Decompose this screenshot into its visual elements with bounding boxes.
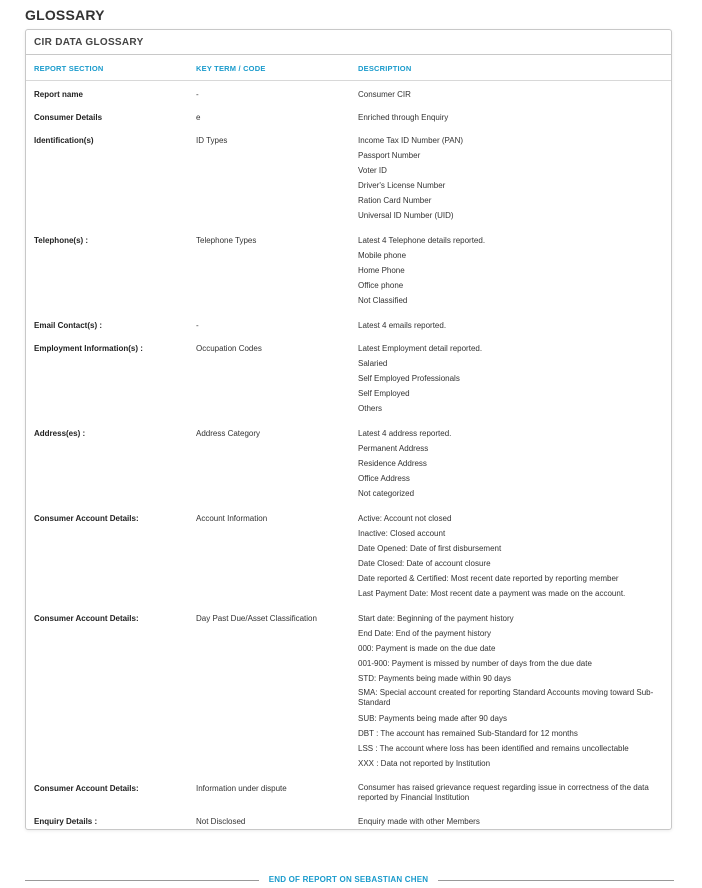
description-line: Income Tax ID Number (PAN) <box>358 136 464 145</box>
key-term-cell: ID Types <box>196 136 228 145</box>
report-section-cell: Employment Information(s) : <box>34 344 143 353</box>
report-section-cell: Email Contact(s) : <box>34 321 103 330</box>
description-line: Voter ID <box>358 166 387 175</box>
description-cell <box>358 781 666 806</box>
report-section-cell: Consumer Account Details: <box>34 514 139 523</box>
description-cell <box>358 426 666 501</box>
report-footer <box>25 874 674 888</box>
report-section-cell: Enquiry Details : <box>34 817 98 826</box>
description-line: 001-900: Payment is missed by number of days from the due date <box>358 659 592 668</box>
description-cell <box>358 233 666 308</box>
description-cell <box>358 87 666 102</box>
footer-divider-left <box>25 880 259 881</box>
key-term-cell: Not Disclosed <box>196 817 246 826</box>
card-title: CIR DATA GLOSSARY <box>26 30 671 55</box>
report-section-cell: Report name <box>34 90 83 99</box>
description-line: Enriched through Enquiry <box>358 113 449 122</box>
description-cell <box>358 318 666 333</box>
report-section-cell: Address(es) : <box>34 429 86 438</box>
description-line: Date Closed: Date of account closure <box>358 559 491 568</box>
description-line: DBT : The account has remained Sub-Standard for 12 months <box>358 729 578 738</box>
description-cell <box>358 341 666 416</box>
description-line: End Date: End of the payment history <box>358 629 491 638</box>
description-cell <box>358 133 666 223</box>
key-term-cell: e <box>196 113 201 122</box>
description-line: Active: Account not closed <box>358 514 452 523</box>
description-line: Consumer has raised grievance request regarding issue in correctness of the data reported by Financial Institution <box>358 783 649 802</box>
description-line: Home Phone <box>358 266 405 275</box>
column-headers <box>26 55 671 81</box>
report-section-cell: Telephone(s) : <box>34 236 89 245</box>
key-term-cell: Address Category <box>196 429 261 438</box>
description-line: XXX : Data not reported by Institution <box>358 759 491 768</box>
description-line: Universal ID Number (UID) <box>358 211 454 220</box>
description-line: STD: Payments being made within 90 days <box>358 674 511 683</box>
description-line: Date reported & Certified: Most recent date reported by reporting member <box>358 574 619 583</box>
description-line: 000: Payment is made on the due date <box>358 644 496 653</box>
description-line: Salaried <box>358 359 388 368</box>
report-section-cell: Identification(s) <box>34 136 94 145</box>
description-line: Inactive: Closed account <box>358 529 446 538</box>
description-line: Residence Address <box>358 459 427 468</box>
key-term-cell: - <box>196 90 199 99</box>
description-cell <box>358 110 666 125</box>
description-line: Office Address <box>358 474 410 483</box>
description-line: Passport Number <box>358 151 421 160</box>
report-section-cell: Consumer Details <box>34 113 103 122</box>
description-line: Not categorized <box>358 489 415 498</box>
key-term-cell: Day Past Due/Asset Classification <box>196 614 317 623</box>
description-line: Start date: Beginning of the payment history <box>358 614 514 623</box>
description-line: Last Payment Date: Most recent date a payment was made on the account. <box>358 589 626 598</box>
description-line: Latest 4 address reported. <box>358 429 452 438</box>
description-cell <box>358 511 666 601</box>
description-line: Others <box>358 404 383 413</box>
description-line: Ration Card Number <box>358 196 432 205</box>
report-section-cell: Consumer Account Details: <box>34 614 139 623</box>
page-title: GLOSSARY <box>25 7 105 23</box>
glossary-card <box>25 29 672 830</box>
key-term-cell: - <box>196 321 199 330</box>
description-line: Latest 4 emails reported. <box>358 321 447 330</box>
description-line: SMA: Special account created for reporting Standard Accounts moving toward Sub-Standard <box>358 688 654 707</box>
footer-label: END OF REPORT ON SEBASTIAN CHEN <box>268 875 429 884</box>
description-line: Permanent Address <box>358 444 429 453</box>
description-line: Office phone <box>358 281 404 290</box>
description-line: Self Employed <box>358 389 410 398</box>
description-line: Latest Employment detail reported. <box>358 344 483 353</box>
key-term-cell: Information under dispute <box>196 784 287 793</box>
column-header-term: KEY TERM / CODE <box>196 64 266 73</box>
description-line: Mobile phone <box>358 251 407 260</box>
report-section-cell: Consumer Account Details: <box>34 784 139 793</box>
description-line: Consumer CIR <box>358 90 411 99</box>
footer-divider-right <box>438 880 674 881</box>
description-line: Date Opened: Date of first disbursement <box>358 544 502 553</box>
column-header-description: DESCRIPTION <box>358 64 412 73</box>
description-line: Latest 4 Telephone details reported. <box>358 236 486 245</box>
key-term-cell: Account Information <box>196 514 268 523</box>
description-cell <box>358 814 666 829</box>
column-header-section: REPORT SECTION <box>34 64 104 73</box>
description-line: SUB: Payments being made after 90 days <box>358 714 507 723</box>
description-line: LSS : The account where loss has been identified and remains uncollectable <box>358 744 629 753</box>
key-term-cell: Telephone Types <box>196 236 257 245</box>
description-line: Driver's License Number <box>358 181 446 190</box>
key-term-cell: Occupation Codes <box>196 344 262 353</box>
description-line: Self Employed Professionals <box>358 374 460 383</box>
description-line: Enquiry made with other Members <box>358 817 480 826</box>
description-cell <box>358 611 666 771</box>
description-line: Not Classified <box>358 296 408 305</box>
